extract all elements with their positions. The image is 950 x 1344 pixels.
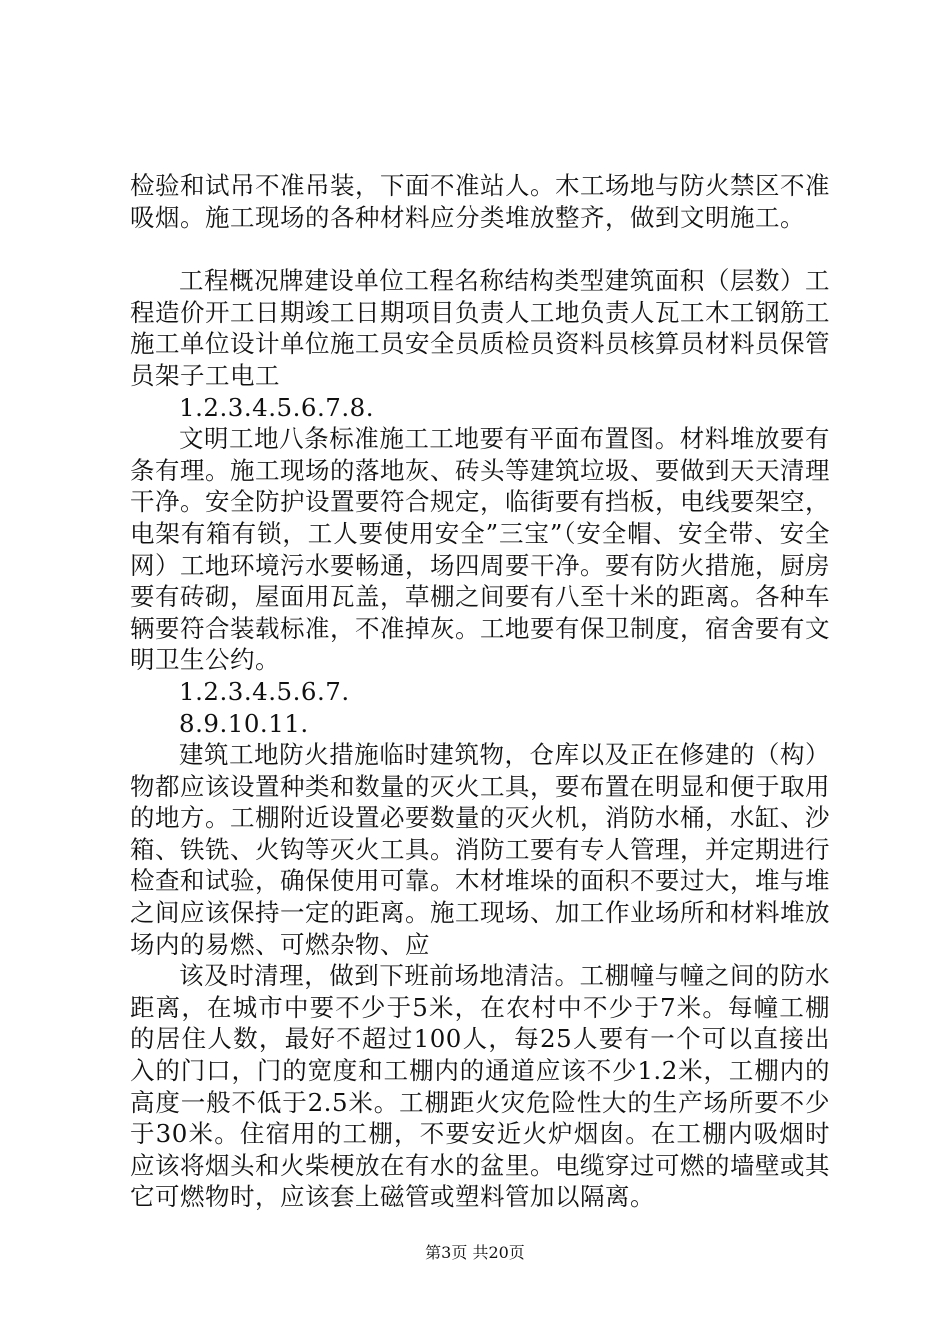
paragraph-fire-prevention: 建筑工地防火措施临时建筑物，仓库以及正在修建的（构）物都应该设置种类和数量的灭火工具，要布置在明显和便于取用的地方。工棚附近设置必要数量的灭火机，消防水桶，水缸、沙箱、铁铣、火钩等灭火工具。消防工要有专人管理，并定期进行检查和试验，确保使用可靠。木材堆垛的面积不要过大，堆与堆之间应该保持一定的距离。施工现场、加工作业场所和材料堆放场内的易燃、可燃杂物、应 (130, 740, 830, 959)
paragraph-civilized-site-standards: 文明工地八条标准施工工地要有平面布置图。材料堆放要有条有理。施工现场的落地灰、砖头等建筑垃圾、要做到天天清理干净。安全防护设置要符合规定，临街要有挡板，电线要架空，电架有箱有锁，工人要使用安全”三宝”（安全帽、安全带、安全网）工地环境污水要畅通，场四周要干净。要有防火措施，厨房要有砖砌，屋面用瓦盖，草棚之间要有八至十米的距离。各种车辆要符合装载标准，不准掉灰。工地要有保卫制度，宿舍要有文明卫生公约。 (130, 424, 830, 675)
page-number-footer: 第3页 共20页 (425, 1243, 525, 1262)
paragraph-shed-distances: 该及时清理，做到下班前场地清洁。工棚幢与幢之间的防水距离，在城市中要不少于5米，在农村中不少于7米。每幢工棚的居住人数，最好不超过100人，每25人要有一个可以直接出入的门口，门的宽度和工棚内的通道应该不少1.2米，工棚内的高度一般不低于2.5米。工棚距火灾危险性大的生产场所要不少于30米。住宿用的工棚，不要安近火炉烟囱。在工棚内吸烟时应该将烟头和火柴梗放在有水的盆里。电缆穿过可燃的墙壁或其它可燃物时，应该套上磁管或塑料管加以隔离。 (130, 961, 830, 1212)
numbered-line-1: 1.2.3.4.5.6.7.8. (179, 392, 375, 422)
numbered-line-2: 1.2.3.4.5.6.7. (179, 676, 350, 706)
numbered-line-3: 8.9.10.11. (179, 708, 309, 738)
paragraph-project-sign: 工程概况牌建设单位工程名称结构类型建筑面积（层数）工程造价开工日期竣工日期项目负责人工地负责人瓦工木工钢筋工施工单位设计单位施工员安全员质检员资料员核算员材料员保管员架子工电工 (130, 266, 830, 390)
document-body (130, 170, 830, 1213)
paragraph-safety-rules: 检验和试吊不准吊装，下面不准站人。木工场地与防火禁区不准吸烟。施工现场的各种材料应分类堆放整齐，做到文明施工。 (130, 171, 830, 232)
